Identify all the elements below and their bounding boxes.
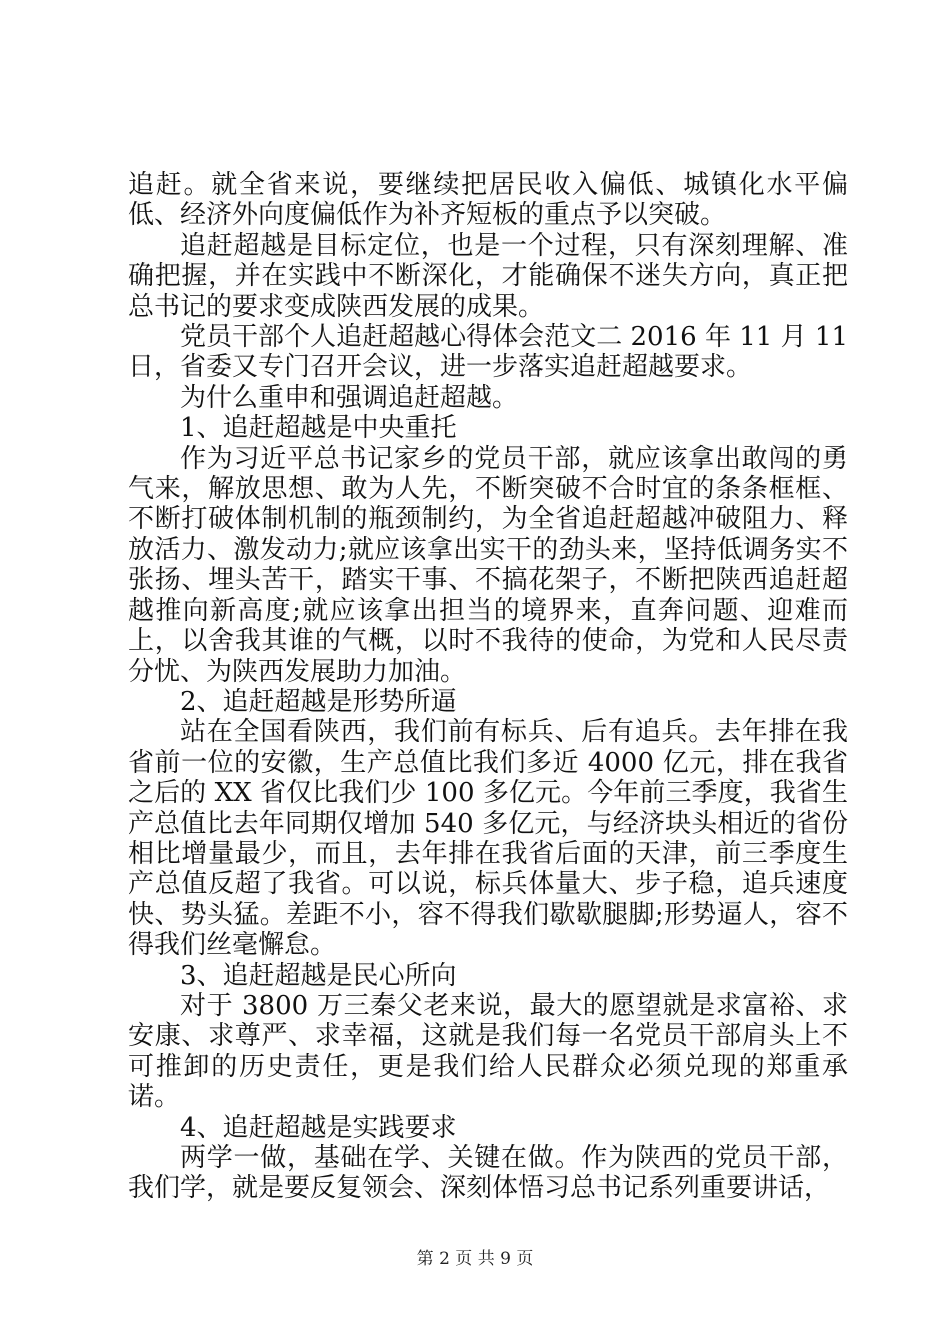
section-heading-1: 1、追赶超越是中央重托 [180,413,457,444]
page-number-footer: 第 2 页 共 9 页 [416,1249,534,1269]
document-body [128,170,848,1204]
paragraph-7: 对于 3800 万三秦父老来说，最大的愿望就是求富裕、求安康、求尊严、求幸福，这就是我们每一名党员干部肩头上不可推卸的历史责任，更是我们给人民群众必须兑现的郑重承诺。 [128,990,848,1113]
paragraph-5: 作为习近平总书记家乡的党员干部，就应该拿出敢闯的勇气来，解放思想、敢为人先，不断突破不合时宜的条条框框、不断打破体制机制的瓶颈制约，为全省追赶超越冲破阻力、释放活力、激发动力;就应该拿出实干的劲头来，坚持低调务实不张扬、埋头苦干，踏实干事、不搞花架子，不断把陕西追赶超越推向新高度;就应该拿出担当的境界来，直奔问题、迎难而上，以舍我其谁的气概，以时不我待的使命，为党和人民尽责分忧、为陕西发展助力加油。 [128,443,848,687]
paragraph-4: 为什么重申和强调追赶超越。 [180,382,519,413]
paragraph-3: 党员干部个人追赶超越心得体会范文二 2016 年 11 月 11 日，省委又专门召开会议，进一步落实追赶超越要求。 [128,322,848,383]
section-heading-3: 3、追赶超越是民心所向 [180,960,457,991]
section-heading-2: 2、追赶超越是形势所逼 [180,686,457,717]
paragraph-6: 站在全国看陕西，我们前有标兵、后有追兵。去年排在我省前一位的安徽，生产总值比我们多近 4000 亿元，排在我省之后的 XX 省仅比我们少 100 多亿元。今年前三季度，我省生产总值比去年同期仅增加 540 多亿元，与经济块头相近的省份相比增量最少，而且，去年排在我省后面的天津，前三季度生产总值反超了我省。可以说，标兵体量大、步子稳，追兵速度快、势头猛。差距不小，容不得我们歇歇腿脚;形势逼人，容不得我们丝毫懈怠。 [128,717,848,961]
section-heading-4: 4、追赶超越是实践要求 [180,1112,457,1143]
paragraph-8: 两学一做，基础在学、关键在做。作为陕西的党员干部，我们学，就是要反复领会、深刻体悟习总书记系列重要讲话， [128,1143,848,1204]
paragraph-1: 追赶。就全省来说，要继续把居民收入偏低、城镇化水平偏低、经济外向度偏低作为补齐短板的重点予以突破。 [128,170,848,231]
paragraph-2: 追赶超越是目标定位，也是一个过程，只有深刻理解、准确把握，并在实践中不断深化，才能确保不迷失方向，真正把总书记的要求变成陕西发展的成果。 [128,230,848,322]
